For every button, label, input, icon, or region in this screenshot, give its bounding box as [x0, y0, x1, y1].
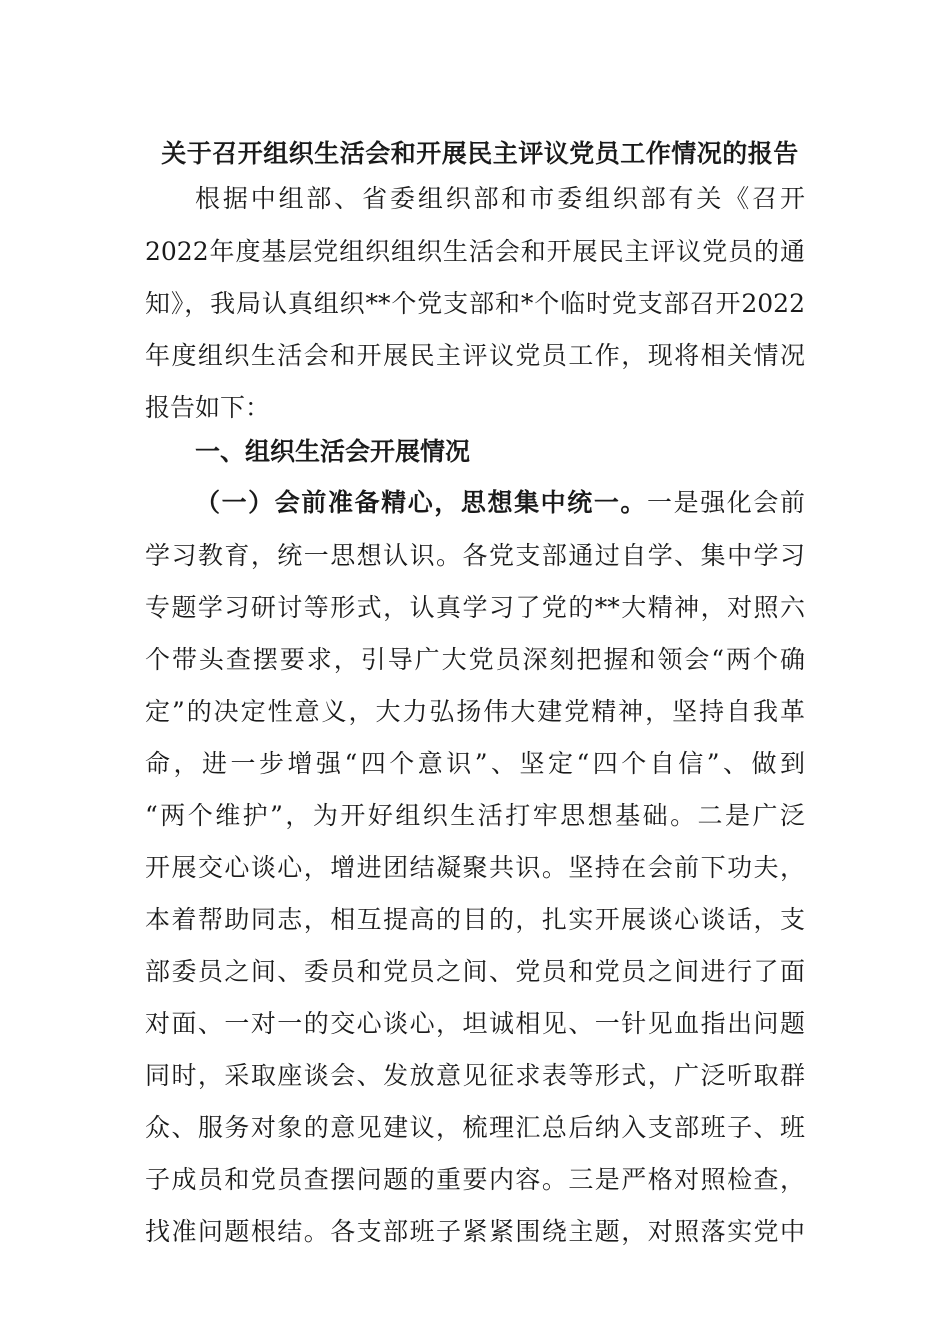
body-line: 命，进一步增强“四个意识”、坚定“四个自信”、做到: [145, 749, 805, 778]
body-line: 定”的决定性意义，大力弘扬伟大建党精神，坚持自我革: [145, 697, 805, 726]
document-title: 关于召开组织生活会和开展民主评议党员工作情况的报告: [161, 139, 799, 168]
intro-line: 报告如下：: [145, 393, 271, 422]
body-line: 对面、一对一的交心谈心，坦诚相见、一针见血指出问题: [145, 1009, 805, 1038]
body-line: 子成员和党员查摆问题的重要内容。三是严格对照检查，: [145, 1165, 805, 1194]
body-line: 部委员之间、委员和党员之间、党员和党员之间进行了面: [145, 957, 805, 986]
body-line: 专题学习研讨等形式，认真学习了党的**大精神，对照六: [145, 593, 805, 622]
body-line: 本着帮助同志，相互提高的目的，扎实开展谈心谈话，支: [145, 905, 805, 934]
subsection-first-text: 一是强化会前: [647, 488, 805, 517]
intro-line: 年度组织生活会和开展民主评议党员工作，现将相关情况: [145, 341, 805, 370]
subsection-first-line: [195, 488, 805, 518]
body-line: 个带头查摆要求，引导广大党员深刻把握和领会“两个确: [145, 645, 805, 674]
body-line: 同时，采取座谈会、发放意见征求表等形式，广泛听取群: [145, 1061, 805, 1090]
intro-line: 知》，我局认真组织**个党支部和*个临时党支部召开2022: [145, 289, 805, 318]
body-line: 开展交心谈心，增进团结凝聚共识。坚持在会前下功夫，: [145, 853, 805, 882]
intro-line: 根据中组部、省委组织部和市委组织部有关《召开: [195, 184, 805, 213]
body-line: “两个维护”，为开好组织生活打牢思想基础。二是广泛: [145, 801, 805, 830]
subsection-heading: （一）会前准备精心，思想集中统一。: [195, 488, 648, 517]
section-heading: 一、组织生活会开展情况: [195, 437, 471, 466]
body-line: 学习教育，统一思想认识。各党支部通过自学、集中学习: [145, 541, 805, 570]
body-line: 众、服务对象的意见建议，梳理汇总后纳入支部班子、班: [145, 1113, 805, 1142]
intro-line: 2022年度基层党组织组织生活会和开展民主评议党员的通: [145, 237, 805, 266]
body-line: 找准问题根结。各支部班子紧紧围绕主题，对照落实党中: [145, 1217, 805, 1246]
